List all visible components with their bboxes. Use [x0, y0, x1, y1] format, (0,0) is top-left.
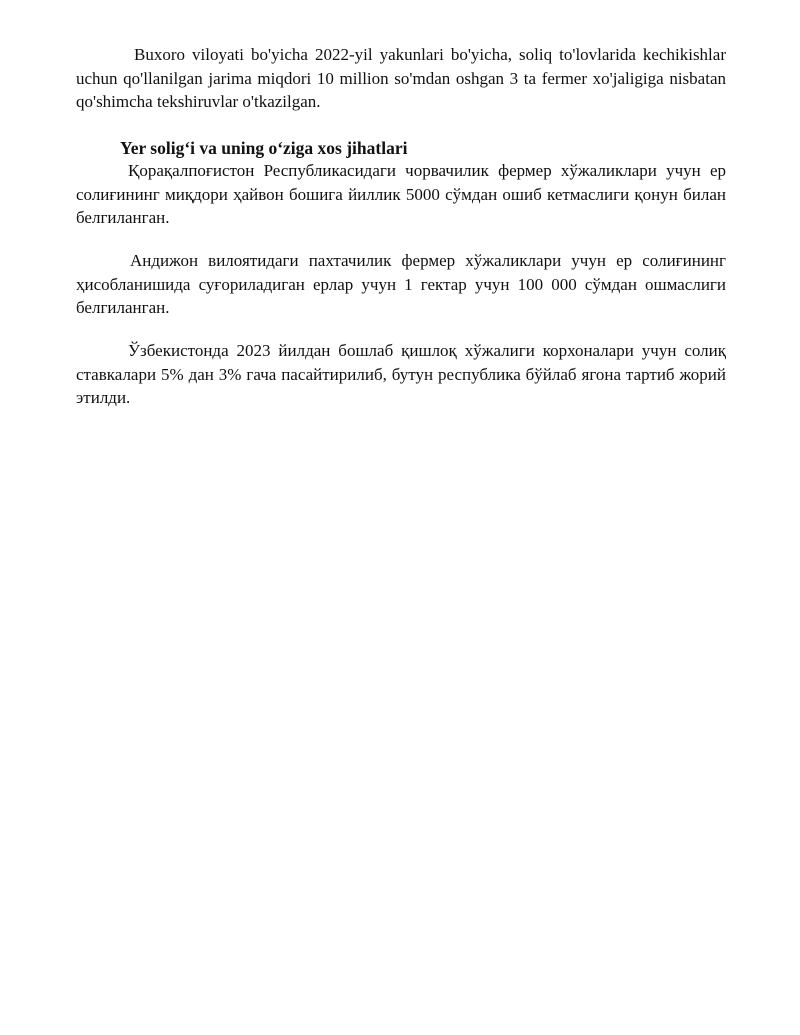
section-heading-land-tax: Yer solig‘i va uning o‘ziga xos jihatlari: [120, 138, 408, 158]
paragraph-karakalpakstan-livestock: Қорақалпоғистон Республикасидаги чорвачилик фермер хўжаликлари учун ер солиғининг миқдори ҳайвон бошига йиллик 5000 сўмдан ошиб кетмаслиги қонун билан белгиланган.: [76, 161, 726, 227]
paragraph-uzbekistan-tax-rates: Ўзбекистонда 2023 йилдан бошлаб қишлоқ хўжалиги корхоналари учун солиқ ставкалари 5% дан 3% гача пасайтирилиб, бутун республика бўйлаб ягона тартиб жорий этилди.: [76, 341, 726, 407]
paragraph-andijan-cotton: Андижон вилоятидаги пахтачилик фермер хўжаликлари учун ер солиғининг ҳисобланишида суғориладиган ерлар учун 1 гектар учун 100 000 сўмдан ошмаслиги белгиланган.: [76, 251, 726, 317]
paragraph-bukhara-penalties: Buxoro viloyati bo'yicha 2022-yil yakunlari bo'yicha, soliq to'lovlarida kechikishlar uchun qo'llanilgan jarima miqdori 10 million so'mdan oshgan 3 ta fermer xo'jaligiga nisbatan qo'shimcha tekshiruvlar o'tkazilgan.: [76, 45, 726, 111]
